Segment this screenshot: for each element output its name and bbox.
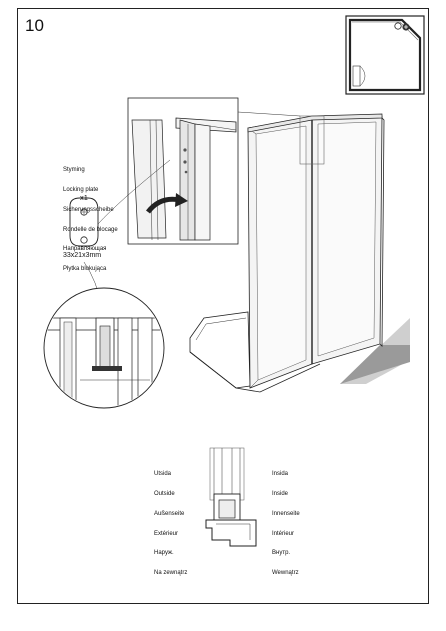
outside-label-de: Außenseite xyxy=(154,510,185,517)
inside-label-ru: Внутр. xyxy=(272,550,291,557)
outside-label-list xyxy=(154,458,187,583)
part-name-de: Sicherungsscheibe xyxy=(63,206,114,213)
outside-label-fr: Extérieur xyxy=(154,530,179,537)
inside-label-fr: Intérieur xyxy=(272,530,295,537)
inside-label-list xyxy=(272,458,300,583)
part-name-fr: Rondelle de blocage xyxy=(63,226,118,233)
detail-inset-top xyxy=(128,98,238,244)
part-name-list xyxy=(63,154,118,279)
part-dimensions: 33x21x3mm xyxy=(63,252,102,259)
part-name-pl: Płytka blokująca xyxy=(63,266,107,273)
floor-plan-thumbnail xyxy=(346,16,424,94)
part-name-en: Locking plate xyxy=(63,186,99,193)
part-name-ru: Направляющая xyxy=(63,246,107,253)
inside-label-en: Inside xyxy=(272,490,289,497)
outside-label-pl: Na zewnątrz xyxy=(154,570,188,577)
outside-label-en: Outside xyxy=(154,490,175,497)
position-marker-icon xyxy=(395,23,401,29)
part-quantity: x1 xyxy=(80,193,88,202)
outside-label-ru: Наруж. xyxy=(154,550,174,557)
part-name-se: Styming xyxy=(63,167,85,174)
step-number: 10 xyxy=(25,16,44,35)
inside-label-se: Insida xyxy=(272,471,289,478)
bottom-profile-section xyxy=(206,448,256,546)
inside-label-pl: Wewnątrz xyxy=(272,570,299,577)
locking-plate-section xyxy=(92,366,122,371)
section-detail-circle xyxy=(44,288,164,412)
inside-label-de: Innenseite xyxy=(272,510,300,517)
outside-label-se: Utsida xyxy=(154,471,172,478)
